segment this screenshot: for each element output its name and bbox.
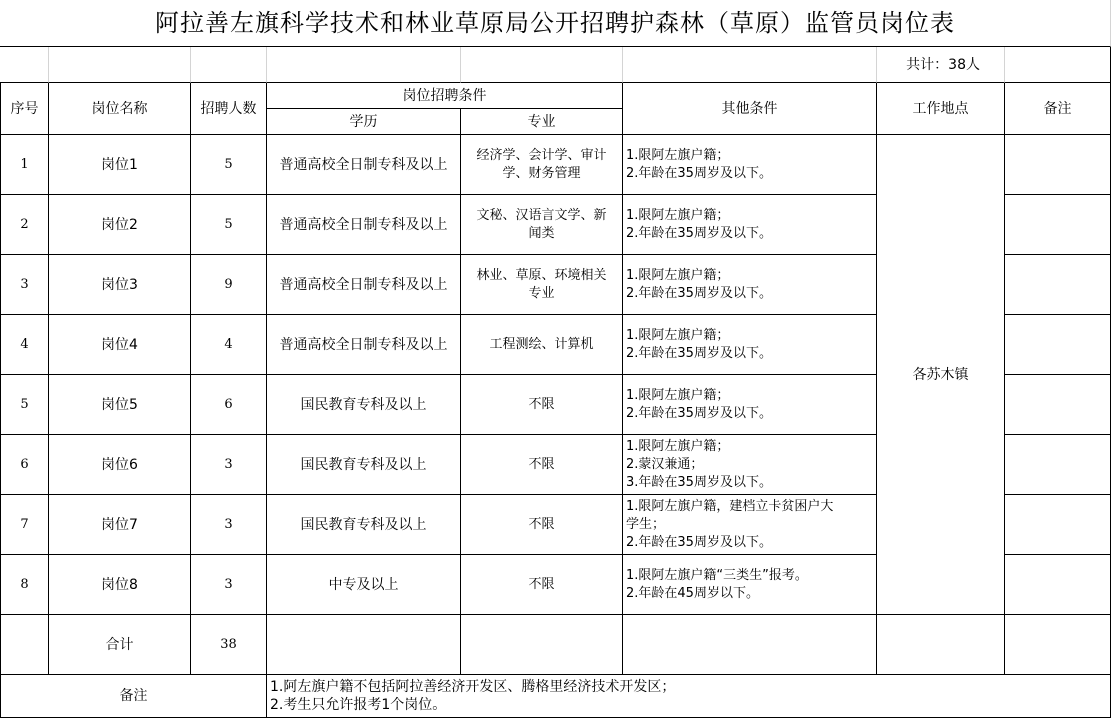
row-other[interactable] (623, 135, 877, 195)
blank-cell[interactable] (49, 47, 191, 83)
header-other[interactable]: 其他条件 (623, 83, 877, 135)
row-other[interactable] (623, 555, 877, 615)
row-seq[interactable]: 3 (0, 255, 49, 315)
row-major[interactable] (461, 555, 623, 615)
row-other[interactable] (623, 435, 877, 495)
header-count[interactable]: 招聘人数 (191, 83, 267, 135)
condition-line: 1.限阿左旗户籍； (626, 327, 730, 343)
major-line: 闻类 (528, 225, 555, 241)
blank-cell[interactable] (461, 47, 623, 83)
blank-cell[interactable] (0, 47, 49, 83)
condition-line: 1.限阿左旗户籍； (626, 438, 730, 454)
table-title[interactable]: 阿拉善左旗科学技术和林业草原局公开招聘护森林（草原）监管员岗位表 (0, 0, 1111, 47)
condition-line: 2.年龄在35周岁及以下。 (626, 225, 772, 241)
row-education[interactable]: 普通高校全日制专科及以上 (267, 255, 461, 315)
blank-cell[interactable] (267, 47, 461, 83)
condition-line: 1.限阿左旗户籍； (626, 267, 730, 283)
row-remark[interactable] (1005, 375, 1111, 435)
header-name[interactable]: 岗位名称 (49, 83, 191, 135)
row-seq[interactable]: 1 (0, 135, 49, 195)
condition-line: 1.限阿左旗户籍； (626, 207, 730, 223)
row-name[interactable]: 岗位1 (49, 135, 191, 195)
major-line: 文秘、汉语言文学、新 (476, 207, 607, 223)
total-note[interactable]: 共计：38人 (877, 47, 1005, 83)
row-major[interactable] (461, 375, 623, 435)
row-name[interactable]: 岗位7 (49, 495, 191, 555)
row-remark[interactable] (1005, 135, 1111, 195)
major-line: 学、财务管理 (502, 165, 581, 181)
major-line: 工程测绘、计算机 (489, 336, 594, 352)
major-line: 不限 (528, 516, 555, 532)
row-other[interactable] (623, 375, 877, 435)
row-remark[interactable] (1005, 315, 1111, 375)
condition-line: 2.年龄在45周岁以下。 (626, 585, 759, 601)
row-major[interactable] (461, 495, 623, 555)
condition-line: 3.年龄在35周岁及以下。 (626, 474, 772, 490)
footer-notes[interactable] (267, 675, 1111, 718)
row-count[interactable]: 3 (191, 435, 267, 495)
blank-cell[interactable] (267, 615, 461, 675)
header-major[interactable]: 专业 (461, 109, 623, 135)
condition-line: 2.年龄在35周岁及以下。 (626, 285, 772, 301)
row-other[interactable] (623, 195, 877, 255)
row-seq[interactable]: 5 (0, 375, 49, 435)
row-count[interactable]: 4 (191, 315, 267, 375)
row-remark[interactable] (1005, 555, 1111, 615)
row-major[interactable] (461, 435, 623, 495)
footer-note-line: 2.考生只允许报考1个岗位。 (270, 697, 447, 713)
row-seq[interactable]: 7 (0, 495, 49, 555)
condition-line: 1.限阿左旗户籍“三类生”报考。 (626, 567, 808, 583)
blank-cell[interactable] (623, 47, 877, 83)
blank-cell[interactable] (461, 615, 623, 675)
row-other[interactable] (623, 315, 877, 375)
footer-label[interactable]: 备注 (0, 675, 267, 718)
blank-cell[interactable] (1005, 47, 1111, 83)
condition-line: 2.蒙汉兼通； (626, 456, 704, 472)
major-line: 不限 (528, 456, 555, 472)
summary-seq[interactable] (0, 615, 49, 675)
row-remark[interactable] (1005, 195, 1111, 255)
blank-cell[interactable] (877, 615, 1005, 675)
condition-line: 2.年龄在35周岁及以下。 (626, 165, 772, 181)
header-seq[interactable]: 序号 (0, 83, 49, 135)
row-remark[interactable] (1005, 255, 1111, 315)
row-name[interactable]: 岗位5 (49, 375, 191, 435)
row-other[interactable] (623, 255, 877, 315)
row-education[interactable]: 普通高校全日制专科及以上 (267, 315, 461, 375)
row-seq[interactable]: 8 (0, 555, 49, 615)
header-location[interactable]: 工作地点 (877, 83, 1005, 135)
row-name[interactable]: 岗位2 (49, 195, 191, 255)
condition-line: 1.限阿左旗户籍； (626, 147, 730, 163)
major-line: 不限 (528, 576, 555, 592)
row-education[interactable]: 中专及以上 (267, 555, 461, 615)
row-other[interactable] (623, 495, 877, 555)
row-major[interactable] (461, 135, 623, 195)
row-count[interactable]: 5 (191, 135, 267, 195)
row-education[interactable]: 普通高校全日制专科及以上 (267, 135, 461, 195)
row-count[interactable]: 3 (191, 555, 267, 615)
row-education[interactable]: 国民教育专科及以上 (267, 495, 461, 555)
location-cell[interactable]: 各苏木镇 (877, 135, 1005, 615)
condition-line: 学生； (626, 516, 666, 532)
blank-cell[interactable] (191, 47, 267, 83)
row-major[interactable] (461, 315, 623, 375)
row-name[interactable]: 岗位8 (49, 555, 191, 615)
summary-count[interactable]: 38 (191, 615, 267, 675)
row-name[interactable]: 岗位4 (49, 315, 191, 375)
condition-line: 1.限阿左旗户籍； (626, 387, 730, 403)
major-line: 林业、草原、环境相关 (476, 267, 607, 283)
condition-line: 2.年龄在35周岁及以下。 (626, 345, 772, 361)
row-count[interactable]: 3 (191, 495, 267, 555)
row-name[interactable]: 岗位6 (49, 435, 191, 495)
row-seq[interactable]: 6 (0, 435, 49, 495)
summary-label[interactable]: 合计 (49, 615, 191, 675)
row-remark[interactable] (1005, 435, 1111, 495)
row-education[interactable]: 国民教育专科及以上 (267, 435, 461, 495)
major-line: 专业 (528, 285, 555, 301)
header-remark[interactable]: 备注 (1005, 83, 1111, 135)
row-count[interactable]: 6 (191, 375, 267, 435)
condition-line: 1.限阿左旗户籍，建档立卡贫困户大 (626, 498, 834, 514)
row-name[interactable]: 岗位3 (49, 255, 191, 315)
row-count[interactable]: 9 (191, 255, 267, 315)
row-major[interactable] (461, 255, 623, 315)
header-conditions[interactable]: 岗位招聘条件 (267, 83, 623, 109)
row-major[interactable] (461, 195, 623, 255)
row-count[interactable]: 5 (191, 195, 267, 255)
condition-line: 2.年龄在35周岁及以下。 (626, 405, 772, 421)
blank-cell[interactable] (623, 615, 877, 675)
condition-line: 2.年龄在35周岁及以下。 (626, 534, 772, 550)
row-seq[interactable]: 2 (0, 195, 49, 255)
major-line: 经济学、会计学、审计 (476, 147, 607, 163)
row-education[interactable]: 普通高校全日制专科及以上 (267, 195, 461, 255)
row-education[interactable]: 国民教育专科及以上 (267, 375, 461, 435)
row-seq[interactable]: 4 (0, 315, 49, 375)
row-remark[interactable] (1005, 495, 1111, 555)
header-education[interactable]: 学历 (267, 109, 461, 135)
major-line: 不限 (528, 396, 555, 412)
footer-note-line: 1.阿左旗户籍不包括阿拉善经济开发区、腾格里经济技术开发区； (270, 679, 676, 695)
blank-cell[interactable] (1005, 615, 1111, 675)
